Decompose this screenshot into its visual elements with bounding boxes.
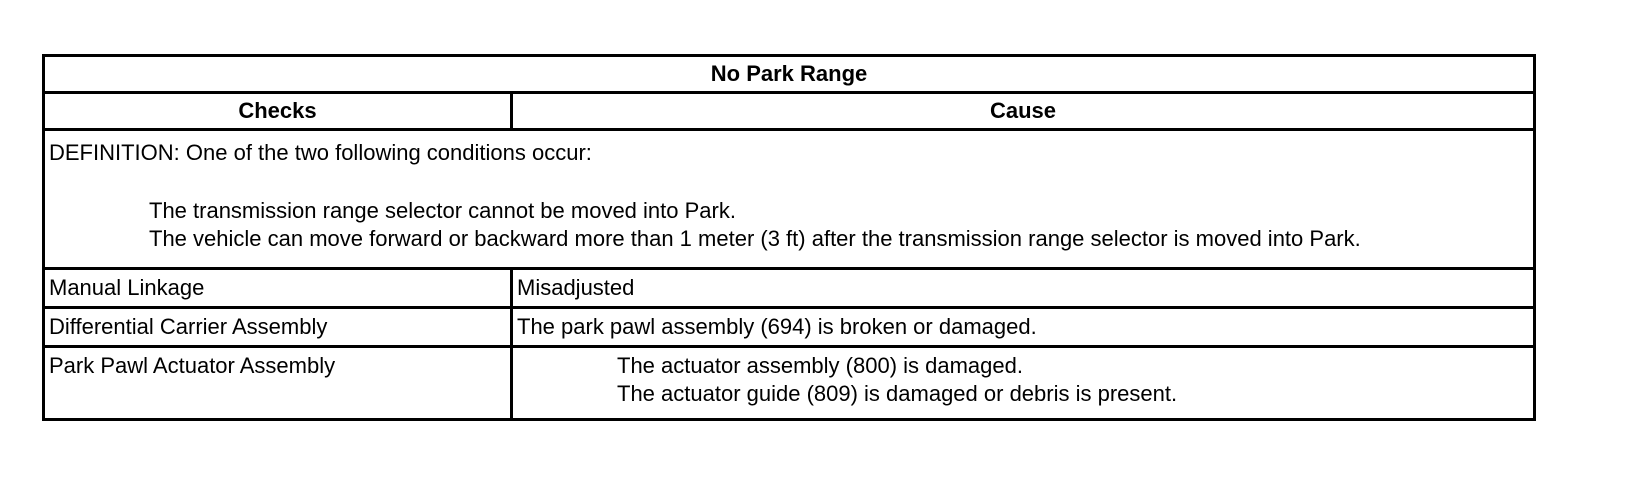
title-row: [44, 56, 1535, 93]
definition-spacer: [49, 167, 1529, 197]
definition-item: The transmission range selector cannot be moved into Park.: [149, 198, 736, 223]
definition-item: The vehicle can move forward or backward more than 1 meter (3 ft) after the transmission range selector is moved into Park.: [149, 226, 1361, 251]
definition-intro: DEFINITION: One of the two following conditions occur:: [49, 140, 592, 165]
cause-cell: Misadjusted: [512, 269, 1535, 308]
diagnostic-table: [42, 54, 1536, 421]
table-title: No Park Range: [44, 56, 1535, 93]
cause-item: The actuator assembly (800) is damaged.: [617, 353, 1023, 378]
check-cell: Differential Carrier Assembly: [44, 308, 512, 347]
check-cell: Park Pawl Actuator Assembly: [44, 347, 512, 420]
column-header-checks: Checks: [44, 93, 512, 130]
cause-cell: The park pawl assembly (694) is broken or damaged.: [512, 308, 1535, 347]
cause-cell: [512, 347, 1535, 420]
diagnostic-table-container: [42, 54, 1536, 421]
check-cell: Manual Linkage: [44, 269, 512, 308]
definition-cell: [44, 130, 1535, 269]
table-row: [44, 308, 1535, 347]
table-row: [44, 347, 1535, 420]
definition-row: [44, 130, 1535, 269]
header-row: [44, 93, 1535, 130]
cause-item: The actuator guide (809) is damaged or debris is present.: [617, 381, 1178, 406]
table-row: [44, 269, 1535, 308]
column-header-cause: Cause: [512, 93, 1535, 130]
